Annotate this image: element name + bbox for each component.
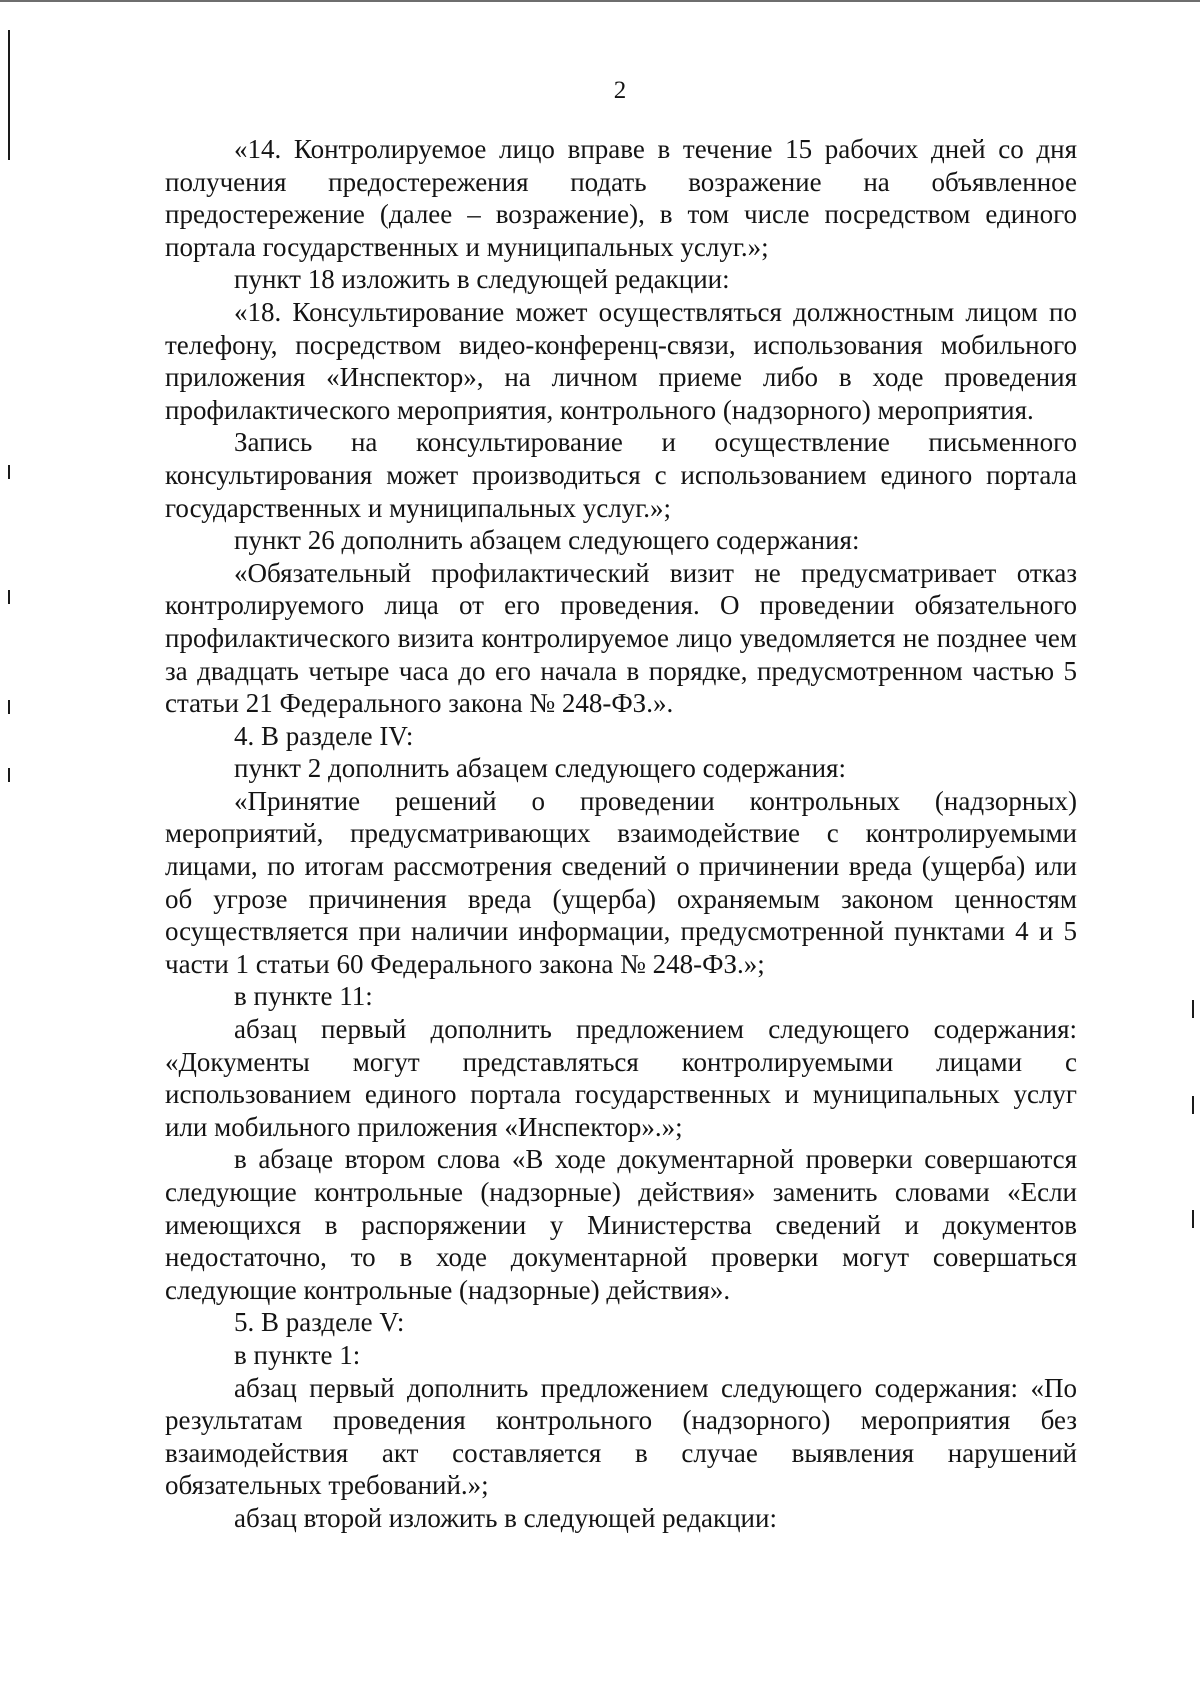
document-body [165,133,1077,1535]
paragraph-section-5: 5. В разделе V: [234,1307,405,1338]
scan-edge-mark [1192,1210,1194,1228]
paragraph-second-clause: в абзаце втором слова «В ходе документарной проверки совершаются следующие контрольные (надзорные) действия» заменить словами «Если имеющихся в распоряжении у Министерства сведений и документов недостаточно, то в ходе документарной проверки могут совершаться следующие контрольные (надзорные) действия». [165,1144,1077,1305]
scan-edge-mark [8,590,10,604]
scan-edge-mark [8,700,10,714]
paragraph-item-11: в пункте 11: [234,981,373,1012]
scan-edge-mark [1192,1000,1194,1018]
scan-edge-mark [1192,1096,1194,1114]
paragraph-mandatory-visit: «Обязательный профилактический визит не предусматривает отказ контролируемого лица от его проведения. О проведении обязательного профилактического визита контролируемое лицо уведомляется не позднее чем за двадцать четыре часа до его начала в порядке, предусмотренном частью 5 статьи 21 Федерального закона № 248-ФЗ.». [165,557,1077,719]
paragraph-consultation-record: Запись на консультирование и осуществление письменного консультирования может производиться с использованием единого портала государственных и муниципальных услуг.»; [165,427,1077,523]
paragraph-decision-making: «Принятие решений о проведении контрольных (надзорных) мероприятий, предусматривающих взаимодействие с контролируемыми лицами, по итогам рассмотрения сведений о причинении вреда (ущерба) или об угрозе причинения вреда (ущерба) охраняемым законом ценностям осуществляется при наличии информации, предусмотренной пунктами 4 и 5 части 1 статьи 60 Федерального закона № 248-ФЗ.»; [165,785,1077,979]
scan-edge-mark [8,465,10,479]
paragraph-item-1: в пункте 1: [234,1339,361,1370]
paragraph-documents: абзац первый дополнить предложением следующего содержания: «Документы могут представляться контролируемыми лицами с использованием единого портала государственных и муниципальных услуг или мобильного приложения «Инспектор».»; [165,1014,1077,1142]
paragraph-amend-item-18: пункт 18 изложить в следующей редакции: [234,264,730,295]
paragraph-second-clause-edit: абзац второй изложить в следующей редакции: [234,1502,777,1533]
paragraph-act-drafting: абзац первый дополнить предложением следующего содержания: «По результатам проведения контрольного (надзорного) мероприятия без взаимодействия акт составляется в случае выявления нарушений обязательных требований.»; [165,1372,1077,1501]
paragraph-item-14: «14. Контролируемое лицо вправе в течение 15 рабочих дней со дня получения предостережения подать возражение на объявленное предостережение (далее – возражение), в том числе посредством единого портала государственных и муниципальных услуг.»; [165,134,1077,262]
scan-edge-mark [8,768,10,782]
paragraph-section-4: 4. В разделе IV: [234,720,414,751]
paragraph-amend-item-26: пункт 26 дополнить абзацем следующего содержания: [234,525,860,556]
page-number: 2 [613,77,627,104]
paragraph-amend-item-2: пункт 2 дополнить абзацем следующего содержания: [234,753,846,784]
paragraph-item-18: «18. Консультирование может осуществляться должностным лицом по телефону, посредством видео-конференц-связи, использования мобильного приложения «Инспектор», на личном приеме либо в ходе проведения профилактического мероприятия, контрольного (надзорного) мероприятия. [165,296,1077,425]
scan-bottom-edge [0,0,1200,2]
